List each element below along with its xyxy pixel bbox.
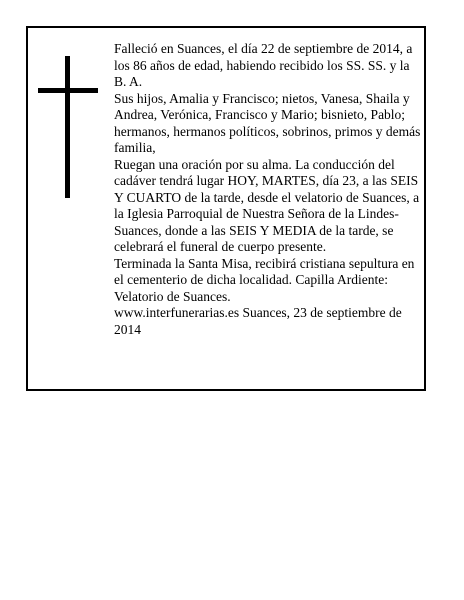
obituary-notice	[26, 26, 426, 391]
death-announcement: Falleció en Suances, el día 22 de septiembre de 2014, a los 86 años de edad, habiendo recibido los SS. SS. y la B. A.	[114, 41, 413, 89]
cross-horizontal-bar	[38, 88, 98, 93]
latin-cross-icon	[38, 56, 98, 198]
cross-vertical-bar	[65, 56, 70, 198]
notice-text	[114, 41, 424, 338]
source-and-date: www.interfunerarias.es Suances, 23 de septiembre de 2014	[114, 305, 402, 337]
funeral-details: Ruegan una oración por su alma. La conducción del cadáver tendrá lugar HOY, MARTES, día 23, a las SEIS Y CUARTO de la tarde, desde el velatorio de Suances, a la Iglesia Parroquial de Nuestra Señora de la Lindes-Suances, donde a las SEIS Y MEDIA de la tarde, se celebrará el funeral de cuerpo presente.	[114, 156, 420, 254]
burial-details: Terminada la Santa Misa, recibirá cristiana sepultura en el cementerio de dicha localidad. Capilla Ardiente: Velatorio de Suances.	[114, 255, 415, 304]
family-list: Sus hijos, Amalia y Francisco; nietos, Vanesa, Shaila y Andrea, Verónica, Francisco y Mario; bisnieto, Pablo; hermanos, hermanos políticos, sobrinos, primos y demás familia,	[114, 90, 421, 155]
